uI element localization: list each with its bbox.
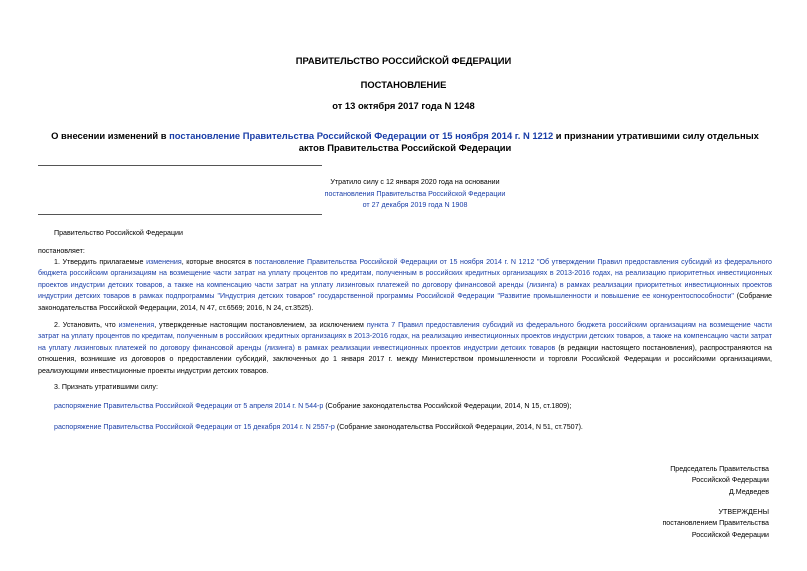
gov-line: Правительство Российской Федерации — [54, 229, 183, 237]
doc-date-number: от 13 октября 2017 года N 1248 — [332, 100, 475, 111]
p2-link-rule-7[interactable]: пункта 7 Правил предоставления субсидий из федерального бюджета российским организациям на возмещение части затрат на уплату процентов по кредитам, полученным в российских кредитных организациях в 2013-2016 годах, на реализацию инвестиционных проектов индустрии детских товаров, а также на компенсацию части затрат на уплату лизинговых платежей по договору финансовой аренды (лизинга) в рамках реализации инвестиционных проектов индустрии детских товаров — [38, 321, 772, 352]
p2-link-changes[interactable]: изменения — [118, 321, 155, 329]
p3a-text: (Собрание законодательства Российской Федерации, 2014, N 15, ст.1809); — [323, 402, 572, 410]
divider-top — [38, 165, 322, 166]
p1-link-decree-1212[interactable]: постановление Правительства Российской Федерации от 15 ноября 2014 г. N 1212 "Об утверждении Правил предоставления субсидий из федерального бюджета российским организациям на возмещение части затрат на уплату процентов по кредитам, полученным в российских кредитных организациях в 2013-2016 годах, на реализацию приоритетных инвестиционных проектов индустрии детских товаров, а также на компенсацию части затрат на уплату лизинговых платежей по договору финансовой аренды (лизинга) в рамках реализации приоритетных инвестиционных проектов индустрии детских товаров в рамках подпрограммы "Индустрия детских товаров" государственной программы Российской Федерации "Развитие промышленности и повышение ее конкурентоспособности" — [38, 258, 773, 301]
title-text-2: и признании утратившими силу отдельных актов Правительства Российской Федерации — [298, 130, 759, 153]
validity-link-date[interactable]: от 27 декабря 2019 года N 1908 — [362, 201, 468, 209]
p2-text-2: , утвержденные настоящим постановлением, за исключением — [154, 321, 367, 329]
paragraph-3a — [38, 401, 772, 412]
p1-link-changes[interactable]: изменения — [146, 258, 182, 266]
approved-org: Российской Федерации — [691, 530, 769, 539]
doc-title — [40, 130, 770, 154]
approved-block — [662, 507, 769, 541]
signature-org: Российской Федерации — [691, 476, 769, 485]
title-link-decree-1212[interactable]: постановление Правительства Российской Федерации от 15 ноября 2014 г. N 1212 — [169, 130, 554, 141]
p3a-link-order-544[interactable]: распоряжение Правительства Российской Федерации от 5 апреля 2014 г. N 544-р — [54, 402, 324, 410]
p1-text-2: , которые вносятся в — [181, 258, 255, 266]
title-text-1: О внесении изменений в — [51, 130, 170, 141]
doc-type: ПОСТАНОВЛЕНИЕ — [360, 79, 447, 90]
paragraph-2 — [38, 320, 772, 377]
signature-name: Д.Медведев — [728, 487, 769, 496]
paragraph-3: 3. Признать утратившими силу: — [54, 383, 158, 391]
validity-note — [300, 177, 530, 212]
decrees-line: постановляет: — [38, 247, 85, 255]
divider-bottom — [38, 214, 322, 215]
validity-link-decree[interactable]: постановления Правительства Российской Федерации — [324, 189, 506, 198]
validity-note-text: Утратило силу с 12 января 2020 года на основании — [330, 178, 500, 186]
paragraph-3b — [38, 422, 772, 433]
approved-label: УТВЕРЖДЕНЫ — [718, 508, 769, 516]
paragraph-1 — [38, 257, 772, 314]
signature-block — [670, 464, 769, 498]
p2-text-1: 2. Установить, что — [54, 321, 119, 329]
p3b-text: (Собрание законодательства Российской Федерации, 2014, N 51, ст.7507). — [334, 423, 583, 431]
p1-text-3: (Собрание законодательства Российской Федерации, 2014, N 47, ст.6569; 2016, N 24, ст.3525). — [38, 292, 772, 312]
p3b-link-order-2557[interactable]: распоряжение Правительства Российской Федерации от 15 декабря 2014 г. N 2557-р — [54, 423, 335, 431]
approved-by: постановлением Правительства — [662, 519, 769, 528]
signature-title: Председатель Правительства — [670, 465, 769, 473]
org-name: ПРАВИТЕЛЬСТВО РОССИЙСКОЙ ФЕДЕРАЦИИ — [295, 55, 512, 66]
p1-text-1: 1. Утвердить прилагаемые — [54, 258, 147, 266]
p2-text-3: (в редакции настоящего постановления), распространяются на отношения, возникшие из договоров о предоставлении субсидий, заключенных до 1 января 2017 г. между Министерством промышленности и торговли Российской Федерации и российскими организациями, реализующими инвестиционные проекты индустрии детских товаров. — [38, 343, 772, 375]
